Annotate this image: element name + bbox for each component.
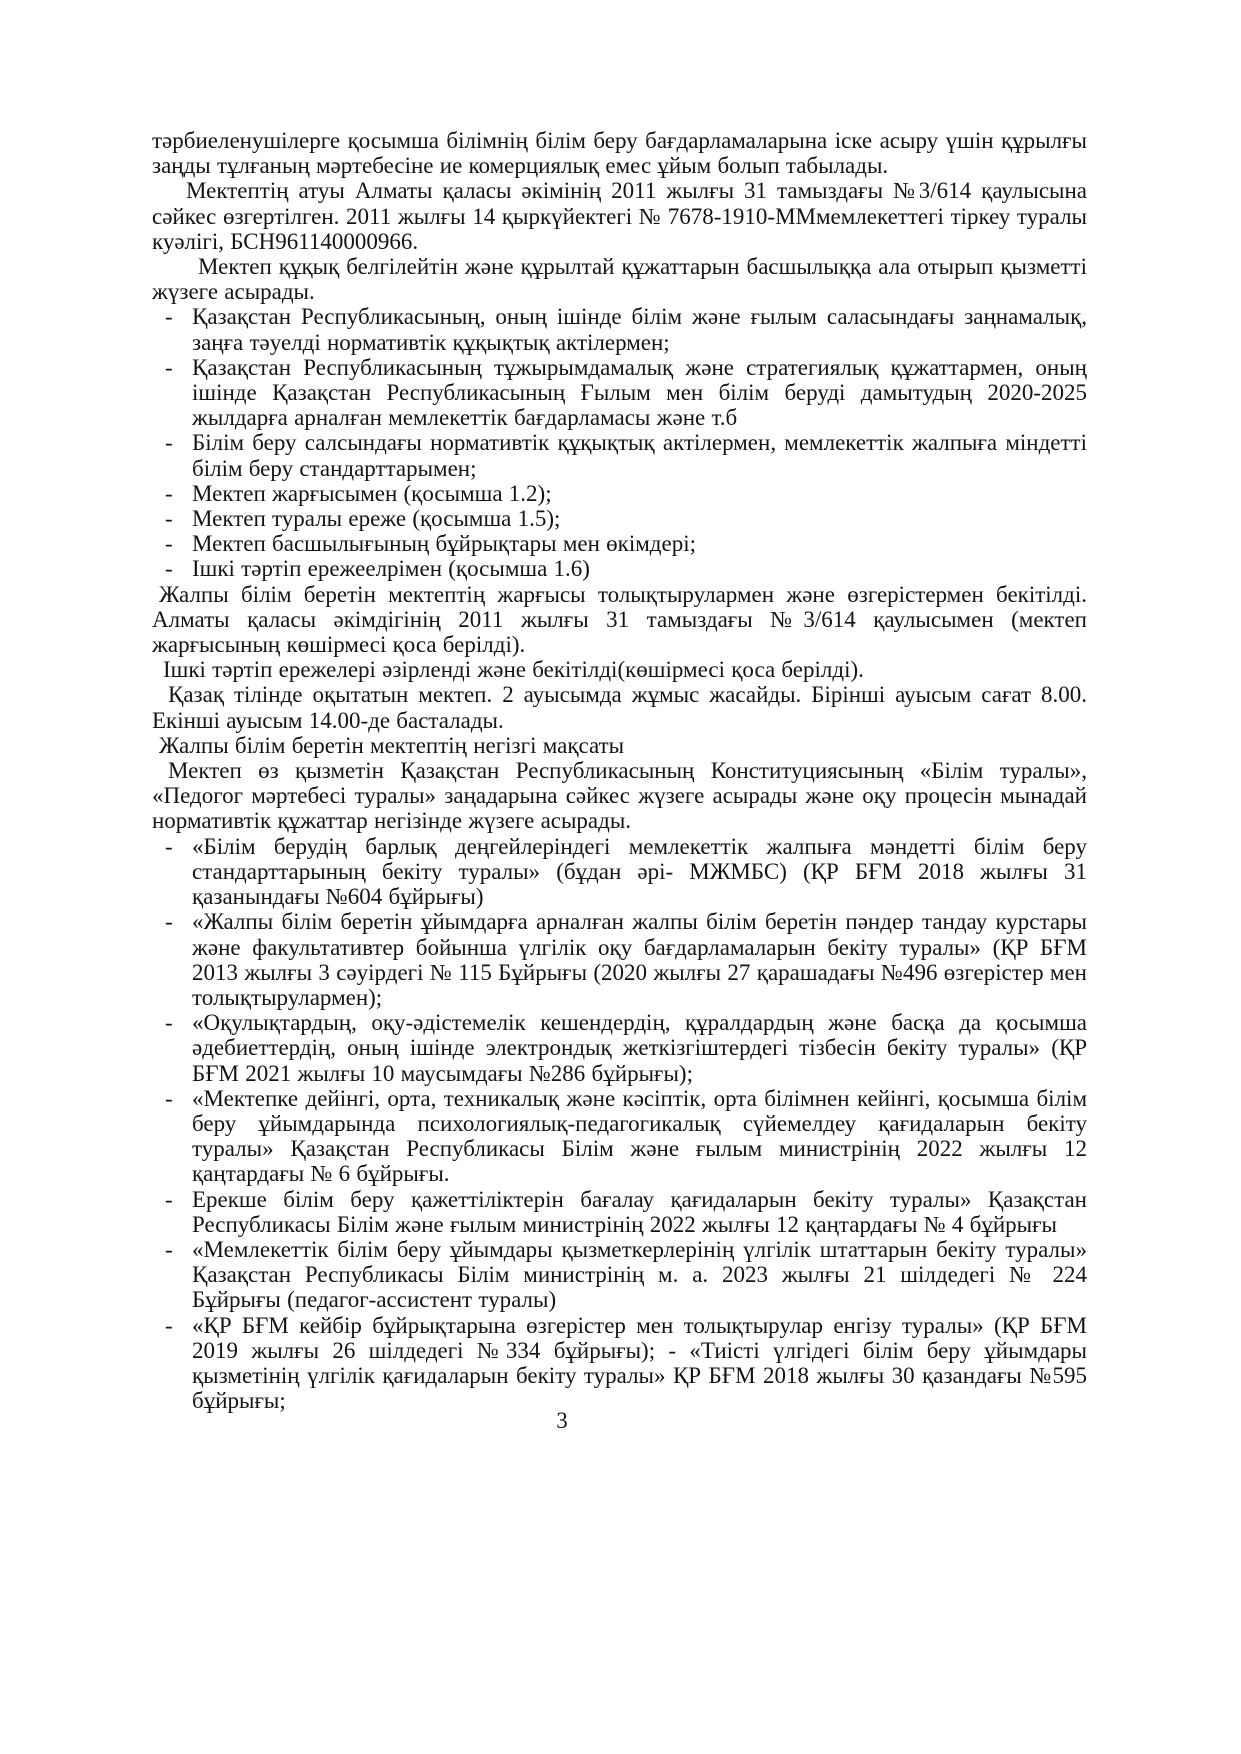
paragraph-continuation: тәрбиеленушілерге қосымша білімнің білім беру бағдарламаларына іске асыру үшін құрылғы заңды тұлғаның мәртебесіне ие комерциялық емес ұйым болып табылады. — [152, 128, 1087, 179]
bullet-dash: - — [165, 1085, 173, 1111]
list-item-text: «Оқулықтардың, оқу-әдістемелік кешендердің, құралдардың және басқа да қосымша әдебиеттердің, оның ішінде электрондық жеткізгіштердегі тізбесін бекіту туралы» (ҚР БҒМ 2021 жылғы 10 маусымдағы №286 бұйрығы); — [192, 1010, 1087, 1086]
list-item — [152, 834, 1087, 910]
list-item — [152, 909, 1087, 1010]
paragraph-internal-rules: Ішкі тәртіп ережелері әзірленді және бекітілді(көшірмесі қоса берілді). — [163, 657, 864, 683]
list-item-text: Мектеп жарғысымен (қосымша 1.2); — [192, 480, 552, 506]
bullet-dash: - — [165, 480, 173, 506]
list-item — [152, 531, 1087, 556]
bullet-dash: - — [165, 430, 173, 456]
bullet-dash: - — [165, 556, 173, 582]
paragraph-founding-documents: Мектеп құқық белгілейтін және құрылтай құжаттарын басшылыққа ала отырып қызметті жүзеге асырады. — [152, 254, 1087, 305]
list-item — [152, 1237, 1087, 1313]
paragraph-school-renaming: Мектептің атуы Алматы қаласы әкімінің 2011 жылғы 31 тамыздағы №3/614 қаулысына сәйкес өзгертілген. 2011 жылғы 14 қыркүйектегі № 7678-1910-ММмемлекеттегі тіркеу туралы куәлігі, БСН961140000966. — [152, 178, 1087, 254]
list-item — [152, 430, 1087, 480]
list-item-text: Қазақстан Республикасының, оның ішінде білім және ғылым саласындағы заңнамалық, заңға тәуелді нормативтік құқықтық актілермен; — [192, 304, 1087, 355]
list-item — [152, 1187, 1087, 1237]
paragraph-main-goal-heading: Жалпы білім беретін мектептің негізгі мақсаты — [159, 732, 625, 758]
list-item — [152, 481, 1087, 506]
list-item-text: Қазақстан Республикасының тұжырымдамалық және стратегиялық құжаттармен, оның ішінде Қазақстан Республикасының Ғылым мен білім беруді дамытудың 2020-2025 жылдарға арналған мемлекеттік бағдарламасы және т.б — [192, 354, 1087, 431]
bullet-dash: - — [165, 531, 173, 557]
list-item — [152, 304, 1087, 354]
bullet-dash: - — [165, 1010, 173, 1036]
list-item — [152, 355, 1087, 431]
list-item-text: Мектеп басшылығының бұйрықтары мен өкімдері; — [192, 531, 696, 557]
page-number: 3 — [556, 1408, 568, 1433]
list-item-text: «Жалпы білім беретін ұйымдарға арналған жалпы білім беретін пәндер тандау курстары және факультативтер бойынша үлгілік оқу бағдарламаларын бекіту туралы» (ҚР БҒМ 2013 жылғы 3 сәуірдегі № 115 Бұйрығы (2020 жылғы 27 қарашадағы №496 өзгерістер мен толықтырулармен); — [192, 909, 1087, 1010]
list-item — [152, 1010, 1087, 1086]
bullet-dash: - — [165, 304, 173, 330]
document-page-body — [152, 128, 1087, 1413]
bullet-dash: - — [165, 1236, 173, 1262]
legal-basis-list — [152, 304, 1087, 581]
list-item-text: «Мектепке дейінгі, орта, техникалық және кәсіптік, орта білімнен кейінгі, қосымша білім беру ұйымдарында психологиялық-педагогикалық сүйемелдеу қағидаларын бекіту туралы» Қазақстан Республикасы Білім және ғылым министрінің 2022 жылғы 12 қаңтардағы № 6 бұйрығы. — [192, 1085, 1087, 1187]
list-item — [152, 556, 1087, 581]
list-item — [152, 506, 1087, 531]
list-item-text: Ішкі тәртіп ережеелрімен (қосымша 1.6) — [192, 556, 590, 582]
list-item — [152, 1086, 1087, 1187]
bullet-dash: - — [165, 833, 173, 859]
bullet-dash: - — [165, 1312, 173, 1338]
bullet-dash: - — [165, 354, 173, 380]
list-item-text: «Білім берудің барлық деңгейлеріндегі мемлекеттік жалпыға мәндетті білім беру стандарттарының бекіту туралы» (бұдан әрі- МЖМБС) (ҚР БҒМ 2018 жылғы 31 қазанындағы №604 бұйрығы) — [192, 833, 1087, 910]
paragraph-activity-basis: Мектеп өз қызметін Қазақстан Республикасының Конституциясының «Білім туралы», «Педогог мәртебесі туралы» заңадарына сәйкес жүзеге асырады және оқу процесін мынадай нормативтік құжаттар негізінде жүзеге асырады. — [152, 758, 1087, 834]
list-item — [152, 1313, 1087, 1414]
normative-documents-list — [152, 834, 1087, 1414]
paragraph-school-shifts: Қазақ тілінде оқытатын мектеп. 2 ауысымда жұмыс жасайды. Бірінші ауысым сағат 8.00. Екінші ауысым 14.00-де басталады. — [152, 682, 1087, 733]
list-item-text: Ерекше білім беру қажеттіліктерін бағалау қағидаларын бекіту туралы» Қазақстан Республикасы Білім және ғылым министрінің 2022 жылғы 12 қаңтардағы № 4 бұйрығы — [192, 1186, 1087, 1237]
bullet-dash: - — [165, 909, 173, 935]
list-item-text: Мектеп туралы ереже (қосымша 1.5); — [192, 506, 561, 532]
bullet-dash: - — [165, 506, 173, 532]
paragraph-charter-approved: Жалпы білім беретін мектептің жарғысы толықтырулармен және өзгерістермен бекітілді. Алматы қаласы әкімдігінің 2011 жылғы 31 тамыздағы №3/614 қаулысымен (мектеп жарғысының көшірмесі қоса берілді). — [152, 581, 1087, 658]
list-item-text: «ҚР БҒМ кейбір бұйрықтарына өзгерістер мен толықтырулар енгізу туралы» (ҚР БҒМ 2019 жылғы 26 шілдедегі №334 бұйрығы); - «Тиісті үлгідегі білім беру ұйымдары қызметінің үлгілік қағидаларын бекіту туралы» ҚР БҒМ 2018 жылғы 30 қазандағы №595 бұйрығы; — [192, 1312, 1087, 1414]
bullet-dash: - — [165, 1186, 173, 1212]
list-item-text: «Мемлекеттік білім беру ұйымдары қызметкерлерінің үлгілік штаттарын бекіту туралы» Қазақстан Республикасы Білім министрінің м. а. 2023 жылғы 21 шілдедегі № 224 Бұйрығы (педагог-ассистент туралы) — [192, 1236, 1087, 1313]
list-item-text: Білім беру салсындағы нормативтік құқықтық актілермен, мемлекеттік жалпыға міндетті білім беру стандарттарымен; — [192, 430, 1087, 481]
